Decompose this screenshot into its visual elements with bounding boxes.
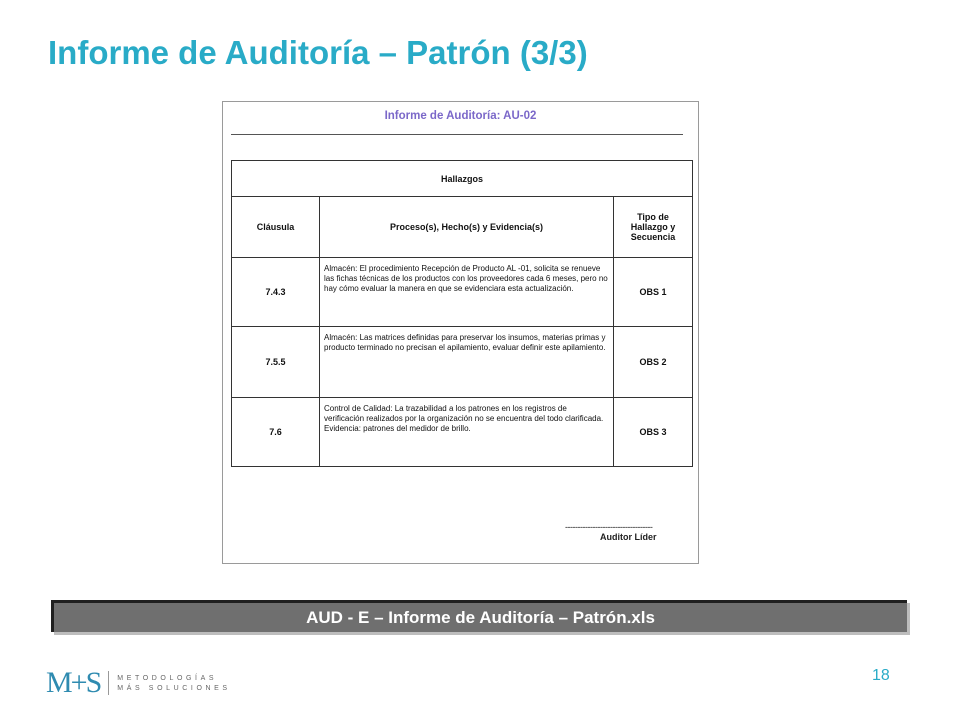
logo-mark: M+S bbox=[46, 666, 101, 699]
evidence-cell: Control de Calidad: La trazabilidad a los patrones en los registros de verificación realizados por la organización no se encuentra del todo clarificada. Evidencia: patrones del medidor de brillo. bbox=[320, 398, 614, 467]
signature-label: Auditor Líder bbox=[600, 532, 657, 542]
evidence-cell: Almacén: El procedimiento Recepción de Producto AL -01, solicita se renueve las fichas técnicas de los productos con los proveedores cada 6 meses, pero no hay cómo evaluar la manera en que se evidenciara esta actualización. bbox=[320, 258, 614, 327]
logo-text bbox=[117, 675, 230, 692]
finding-type-cell: OBS 1 bbox=[614, 258, 693, 327]
column-header-evidence: Proceso(s), Hecho(s) y Evidencia(s) bbox=[320, 197, 614, 258]
clause-cell: 7.6 bbox=[232, 398, 320, 467]
slide-title: Informe de Auditoría – Patrón (3/3) bbox=[48, 34, 588, 71]
table-row bbox=[232, 258, 693, 327]
document-heading: Informe de Auditoría: AU-02 bbox=[384, 110, 537, 122]
finding-type-cell: OBS 3 bbox=[614, 398, 693, 467]
clause-cell: 7.5.5 bbox=[232, 327, 320, 398]
column-header-clause: Cláusula bbox=[232, 197, 320, 258]
table-title: Hallazgos bbox=[232, 161, 693, 197]
table-row bbox=[232, 327, 693, 398]
evidence-cell: Almacén: Las matrices definidas para preservar los insumos, materias primas y producto terminado no precisan el apilamiento, evaluar definir este apilamiento. bbox=[320, 327, 614, 398]
table-row bbox=[232, 398, 693, 467]
signature-line: ----------------------------------- bbox=[565, 522, 653, 532]
heading-divider bbox=[231, 134, 683, 135]
table-title-row bbox=[232, 161, 693, 197]
finding-type-cell: OBS 2 bbox=[614, 327, 693, 398]
logo-line-2: MÁS SOLUCIONES bbox=[117, 684, 231, 692]
column-header-type: Tipo de Hallazgo y Secuencia bbox=[614, 197, 693, 258]
logo-line-1: METODOLOGÍAS bbox=[117, 674, 218, 682]
logo-divider bbox=[108, 671, 109, 695]
file-name-label: AUD - E – Informe de Auditoría – Patrón.xls bbox=[306, 607, 655, 627]
table-header-row bbox=[232, 197, 693, 258]
file-name-bar bbox=[51, 600, 907, 632]
page-number: 18 bbox=[872, 667, 890, 684]
clause-cell: 7.4.3 bbox=[232, 258, 320, 327]
audit-report-document bbox=[222, 101, 699, 564]
findings-table bbox=[231, 160, 693, 467]
company-logo bbox=[46, 668, 231, 698]
